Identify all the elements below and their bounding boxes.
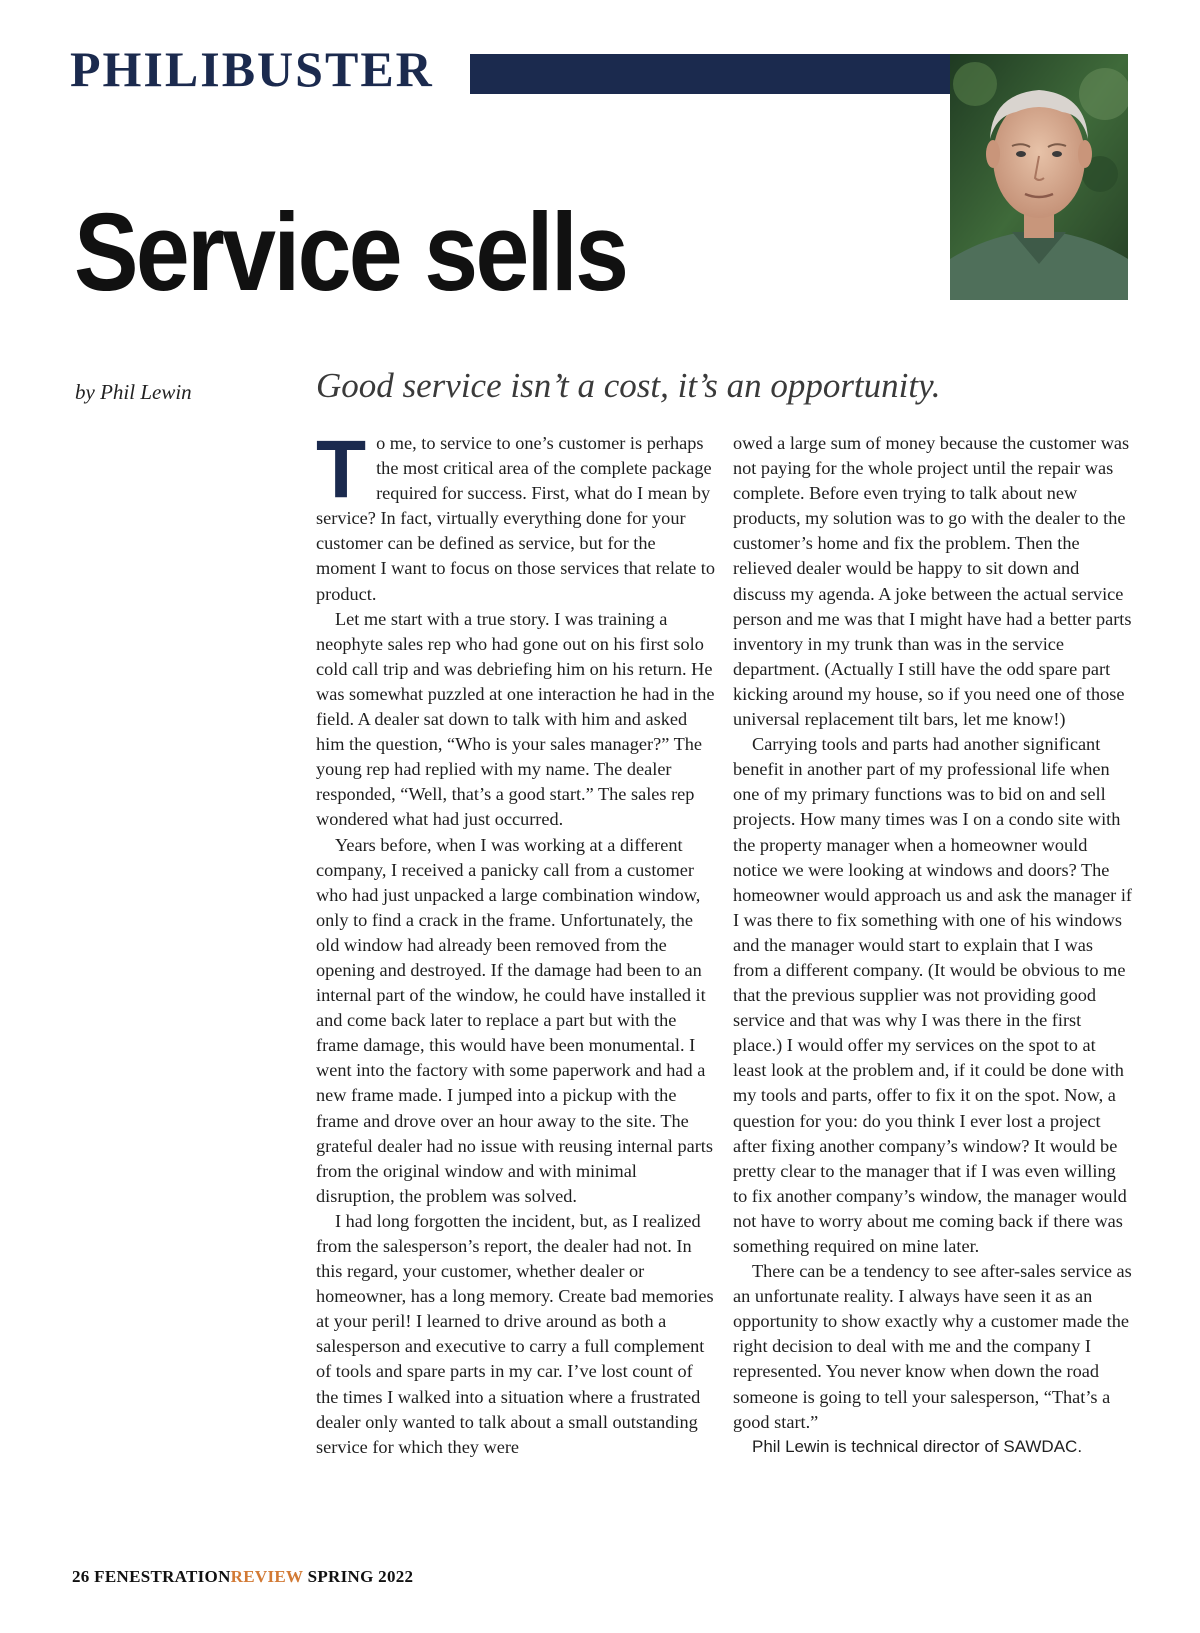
publication-name — [94, 1567, 303, 1586]
paragraph: owed a large sum of money because the customer was not paying for the whole project until the repair was complete. Before even trying to talk about new products, my solution was to go with the dealer to the customer’s home and fix the problem. Then the relieved dealer would be happy to sit down and discuss my agenda. A joke between the actual service person and me was that I might have had a better parts inventory in my trunk than was in the service department. (Actually I still have the odd spare part kicking around my house, so if you need one of those universal replacement tilt bars, let me know!) — [733, 433, 1132, 730]
publication-name-part2: REVIEW — [230, 1567, 303, 1586]
byline: by Phil Lewin — [75, 380, 192, 404]
deck-subtitle: Good service isn’t a cost, it’s an opportunity. — [316, 366, 941, 405]
paragraph: Carrying tools and parts had another significant benefit in another part of my professional life when one of my primary functions was to bid on and sell projects. How many times was I on a condo site with the property manager when a homeowner would notice we were looking at windows and doors? The homeowner would approach us and ask the manager if I was there to fix something with one of his windows and the manager would start to explain that I was from a different company. (It would be obvious to me that the previous supplier was not providing good service and that was why I was there in the first place.) I would offer my services on the spot to at least look at the problem and, if it could be done with my tools and parts, offer to fix it on the spot. Now, a question for you: do you think I ever lost a project after fixing another company’s window? It would be pretty clear to the manager that if I was even willing to fix another company’s window, the manager would not have to worry about me coming back if there was something required on mine later. — [733, 734, 1133, 1256]
page-footer — [72, 1567, 413, 1587]
paragraph: Let me start with a true story. I was training a neophyte sales rep who had gone out on his first solo cold call trip and was debriefing him on his return. He was somewhat puzzled at one interaction he had in the field. A dealer sat down to talk with him and asked him the question, “Who is your sales manager?” The young rep had replied with my name. The dealer responded, “Well, that’s a good start.” The sales rep wondered what had just occurred. — [316, 608, 715, 830]
headline: Service sells — [74, 191, 627, 314]
author-photo — [950, 54, 1128, 300]
drop-cap: T — [316, 424, 367, 515]
article-column-2 — [733, 431, 1133, 1459]
paragraph — [316, 424, 716, 607]
page-number: 26 — [72, 1567, 90, 1586]
column-title: PHILIBUSTER — [70, 41, 434, 97]
article-column-1 — [316, 424, 716, 1460]
paragraph: I had long forgotten the incident, but, as I realized from the salesperson’s report, the dealer had not. In this regard, your customer, whether dealer or homeowner, has a long memory. Create bad memories at your peril! I learned to drive around as both a salesperson and executive to carry a full complement of tools and spare parts in my car. I’ve lost count of the times I walked into a situation where a frustrated dealer only wanted to talk about a small outstanding service for which they were — [316, 1210, 714, 1457]
paragraph: Years before, when I was working at a different company, I received a panicky call from a customer who had just unpacked a large combination window, only to find a crack in the frame. Unfortunately, the old window had already been removed from the opening and destroyed. If the damage had been to an internal part of the window, he could have installed it and come back later to replace a part but with the frame damage, this would have been monumental. I went into the factory with some paperwork and had a new frame made. I jumped into a pickup with the frame and drove over an hour away to the site. The grateful dealer had no issue with reusing internal parts from the original window and with minimal disruption, the problem was solved. — [316, 834, 713, 1206]
publication-name-part1: FENESTRATION — [94, 1567, 231, 1586]
paragraph-text: o me, to service to one’s customer is perhaps the most critical area of the complete package required for success. First, what do I mean by service? In fact, virtually everything done for your customer can be defined as service, but for the moment I want to focus on those services that relate to product. — [316, 433, 716, 604]
author-headshot-image — [950, 54, 1128, 300]
paragraph: There can be a tendency to see after-sales service as an unfortunate reality. I always have seen it as an opportunity to show exactly why a customer made the right decision to deal with me and the company I represented. You never know when down the road someone is going to tell your salesperson, “That’s a good start.” — [733, 1261, 1132, 1432]
author-bio: Phil Lewin is technical director of SAWDAC. — [752, 1436, 1083, 1456]
issue-date: SPRING 2022 — [307, 1567, 414, 1586]
